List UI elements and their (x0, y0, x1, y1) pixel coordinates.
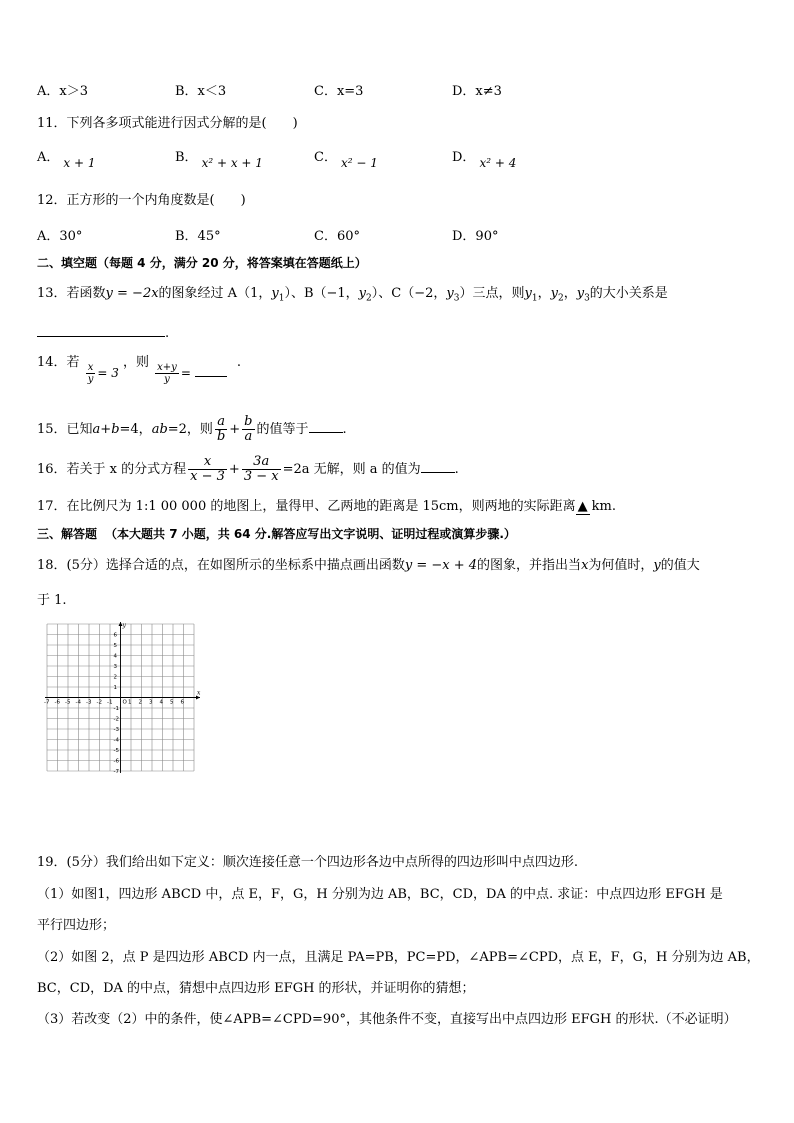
q10-option-b: B．x＜3 (175, 84, 227, 99)
q19-part-2a: （2）如图 2，点 P 是四边形 ABCD 内一点，且满足 PA=PB，PC=PD，∠APB=∠CPD，点 E，F，G，H 分别为边 AB， (37, 950, 760, 965)
answer-blank[interactable] (421, 460, 455, 473)
x-tick-label: O (122, 699, 127, 706)
q16-line: 16．若关于 x 的分式方程 $\frac{x}{x - 3}$ + $\frac{3a}{3 - x}$ =2a 无解，则 a 的值为 . (37, 454, 459, 484)
coordinate-grid (42, 620, 202, 780)
y-tick-label: 4 (113, 653, 117, 660)
x-tick-label: 2 (138, 699, 142, 706)
option-label: C． (314, 150, 337, 165)
q18-line-2: 于 1. (37, 593, 67, 608)
q11-a-expr: x + 1 (63, 156, 96, 170)
q19-stem: 19．(5分）我们给出如下定义：顺次连接任意一个四边形各边中点所得的四边形叫中点四边形. (37, 855, 579, 870)
q19-part-3: （3）若改变（2）中的条件，使∠APB=∠CPD=90°，其他条件不变，直接写出中点四边形 EFGH 的形状.（不必证明） (37, 1012, 737, 1027)
x-tick-label: 5 (170, 699, 174, 706)
x-tick-label: -4 (75, 699, 81, 706)
y-tick-label: -1 (113, 706, 119, 712)
y-tick-label: 3 (113, 664, 117, 670)
q15-line: 15．已知a+b=4，ab=2，则 $\frac{a}{b}$ + $\frac{b}{a}$ 的值等于 . (37, 414, 347, 444)
y-tick-label: 1 (113, 685, 117, 691)
section-2-title: 二、填空题（每题 4 分，满分 20 分，将答案填在答题纸上） (37, 256, 367, 270)
q12-option-b: B．45° (175, 229, 221, 244)
q11-option-b (175, 148, 263, 170)
q11-d-expr: x² + 4 (479, 156, 517, 170)
q11-b-expr: x² + x + 1 (201, 156, 263, 170)
q12-option-c: C．60° (314, 229, 360, 244)
q19-part-2b: BC，CD，DA 的中点，猜想中点四边形 EFGH 的形状，并证明你的猜想； (37, 981, 475, 996)
x-tick-label: 6 (180, 699, 184, 706)
q10-option-c: C．x=3 (314, 84, 364, 99)
q18-line: 18．(5分）选择合适的点，在如图所示的坐标系中描点画出函数y = −x + 4的图象，并指出当x为何值时，y的值大 (37, 558, 700, 573)
x-tick-label: -1 (107, 699, 113, 706)
q13-answer-line: . (37, 324, 169, 343)
q12-stem: 12．正方形的一个内角度数是( ) (37, 193, 246, 208)
q11-c-expr: x² − 1 (340, 156, 378, 170)
y-tick-label: -5 (113, 748, 119, 754)
x-tick-label: -6 (54, 699, 60, 706)
y-tick-label: -6 (113, 758, 119, 765)
q12-option-a: A．30° (37, 229, 83, 244)
x-tick-label: 1 (128, 699, 132, 706)
x-tick-label: -5 (65, 699, 71, 706)
q12-option-d: D．90° (452, 229, 499, 244)
q11-option-d (452, 148, 517, 170)
option-label: B． (175, 150, 198, 165)
q19-part-1b: 平行四边形； (37, 918, 116, 933)
q10-option-a: A．x＞3 (37, 84, 88, 99)
answer-blank[interactable]: ▲ (577, 499, 588, 514)
answer-blank[interactable] (195, 364, 227, 377)
q19-part-1a: （1）如图1，四边形 ABCD 中，点 E，F，G，H 分别为边 AB，BC，CD，DA 的中点. 求证：中点四边形 EFGH 是 (37, 887, 723, 902)
y-tick-label: -3 (113, 727, 119, 733)
q18-function: y = −x + 4 (404, 558, 478, 573)
option-label: D． (452, 150, 476, 165)
x-tick-label: 4 (159, 699, 163, 706)
q17-line: 17．在比例尺为 1:1 00 000 的地图上，量得甲、乙两地的距离是 15cm，则两地的实际距离 ▲ km. (37, 499, 616, 514)
q11-option-a (37, 148, 96, 170)
y-axis-label: y (122, 622, 126, 629)
y-tick-label: 6 (113, 632, 117, 639)
y-tick-label: 2 (113, 674, 117, 681)
x-tick-label: -2 (96, 699, 102, 706)
q11-stem: 11．下列各多项式能进行因式分解的是( ) (37, 116, 298, 131)
option-label: A． (37, 150, 60, 165)
y-tick-label: 5 (113, 643, 117, 649)
x-axis-label: x (197, 689, 201, 697)
q10-option-d: D．x≠3 (452, 84, 502, 99)
answer-blank[interactable] (309, 420, 343, 433)
q13-line: 13．若函数y = −2x的图象经过 A（1，$y_1$）、B（−1，$y_2$）、C（−2，$y_3$）三点，则$y_1$，$y_2$，$y_3$的大小关系是 (37, 286, 668, 304)
section-3-title: 三、解答题 （本大题共 7 小题，共 64 分.解答应写出文字说明、证明过程或演算步骤.） (37, 527, 516, 541)
y-tick-label: -4 (113, 737, 119, 744)
q13-function: y = −2x (105, 286, 159, 301)
x-tick-label: -7 (44, 699, 50, 706)
x-tick-label: 3 (149, 699, 153, 706)
q14-line: 14．若 $\frac{x}{y}$ = 3 ，则 $\frac{x+y}{y}$ = . (37, 355, 241, 385)
y-tick-label: -2 (113, 716, 119, 723)
answer-blank[interactable] (37, 324, 165, 337)
q11-option-c (314, 148, 378, 170)
y-tick-label: -7 (113, 769, 119, 775)
x-tick-label: -3 (86, 699, 92, 706)
